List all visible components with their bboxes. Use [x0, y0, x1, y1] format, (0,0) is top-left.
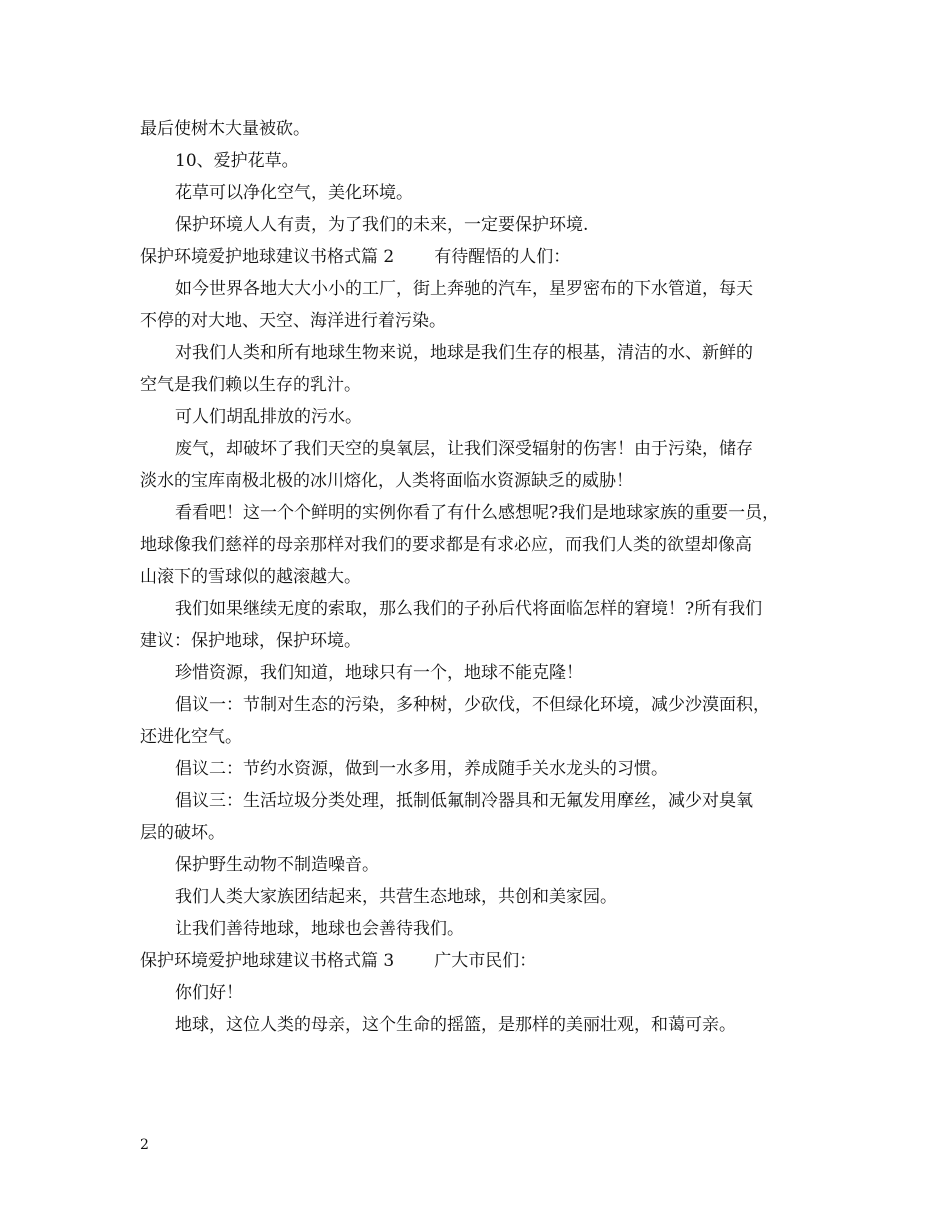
- paragraph-line: 我们如果继续无度的索取，那么我们的子孙后代将面临怎样的窘境！?所有我们: [175, 599, 763, 619]
- paragraph-line: 不停的对大地、天空、海洋进行着污染。: [140, 311, 446, 331]
- document-body: [140, 113, 820, 1041]
- paragraph-line: 山滚下的雪球似的越滚越大。: [140, 567, 361, 587]
- salutation: 广大市民们：: [434, 951, 537, 971]
- paragraph-line: 保护环境人人有责，为了我们的未来，一定要保护环境.: [175, 215, 589, 235]
- paragraph-line: 我们人类大家族团结起来，共营生态地球，共创和美家园。: [175, 887, 617, 907]
- paragraph-line: 如今世界各地大大小小的工厂，街上奔驰的汽车，星罗密布的下水管道，每天: [175, 279, 753, 299]
- paragraph-line: 最后使树木大量被砍。: [140, 119, 310, 139]
- paragraph-line: 珍惜资源，我们知道，地球只有一个，地球不能克隆！: [175, 663, 583, 683]
- paragraph-line: 废气，却破坏了我们天空的臭氧层，让我们深受辐射的伤害！由于污染，储存: [175, 439, 753, 459]
- section-title: 保护环境爱护地球建议书格式篇 2: [140, 247, 395, 267]
- paragraph-line: 保护野生动物不制造噪音。: [175, 855, 379, 875]
- paragraph-line: 看看吧！这一个个鲜明的实例你看了有什么感想呢?我们是地球家族的重要一员，: [175, 503, 780, 523]
- paragraph-line: 地球，这位人类的母亲，这个生命的摇篮，是那样的美丽壮观，和蔼可亲。: [175, 1015, 736, 1035]
- paragraph-line: 倡议一：节制对生态的污染，多种树，少砍伐，不但绿化环境，减少沙漠面积，: [175, 695, 770, 715]
- paragraph-line: 花草可以净化空气，美化环境。: [175, 183, 413, 203]
- paragraph-line: 对我们人类和所有地球生物来说，地球是我们生存的根基，清洁的水、新鲜的: [175, 343, 753, 363]
- paragraph-line: 可人们胡乱排放的污水。: [175, 407, 362, 427]
- paragraph-line: 倡议二：节约水资源，做到一水多用，养成随手关水龙头的习惯。: [175, 759, 668, 779]
- paragraph-line: 地球像我们慈祥的母亲那样对我们的要求都是有求必应，而我们人类的欲望却像高: [140, 535, 752, 555]
- paragraph-line: 10、爱护花草。: [175, 151, 299, 171]
- paragraph-line: 你们好！: [175, 983, 243, 1003]
- paragraph-line: 淡水的宝库南极北极的冰川熔化，人类将面临水资源缺乏的威胁！: [140, 471, 633, 491]
- paragraph-line: 还进化空气。: [140, 727, 242, 747]
- paragraph-line: 层的破坏。: [140, 823, 225, 843]
- paragraph-line: 建议：保护地球，保护环境。: [140, 631, 361, 651]
- paragraph-line: 让我们善待地球，地球也会善待我们。: [175, 919, 464, 939]
- paragraph-line: 空气是我们赖以生存的乳汁。: [140, 375, 361, 395]
- paragraph-line: 倡议三：生活垃圾分类处理，抵制低氟制冷器具和无氟发用摩丝，减少对臭氧: [175, 791, 753, 811]
- salutation: 有待醒悟的人们：: [434, 247, 571, 267]
- section-title: 保护环境爱护地球建议书格式篇 3: [140, 951, 395, 971]
- section-heading: [140, 945, 820, 977]
- section-heading: [140, 241, 820, 273]
- page-number: 2: [140, 1137, 149, 1153]
